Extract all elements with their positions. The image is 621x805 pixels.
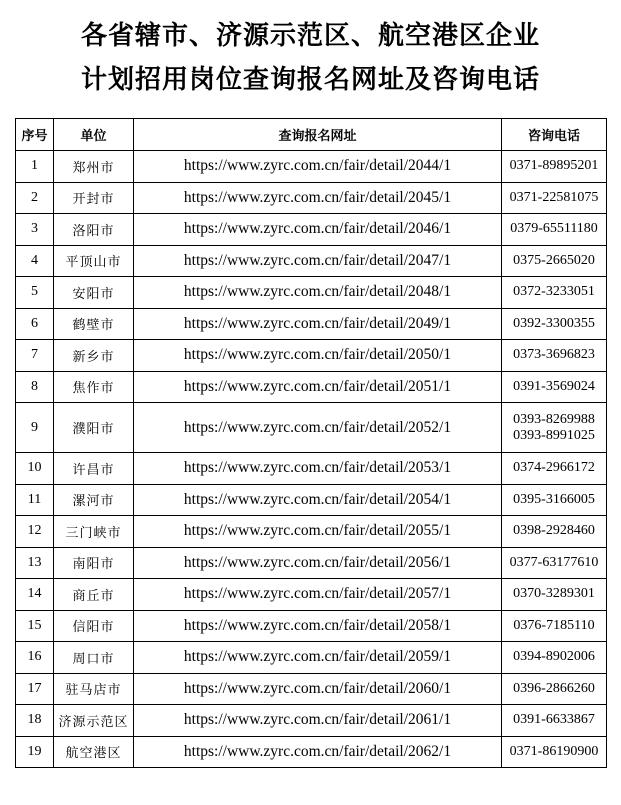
row-unit: 许昌市 <box>54 453 134 485</box>
row-index: 1 <box>16 151 54 183</box>
phone-number: 0377-63177610 <box>509 554 599 570</box>
row-index: 4 <box>16 245 54 277</box>
row-phone <box>502 610 607 642</box>
row-url-link[interactable]: https://www.zyrc.com.cn/fair/detail/2049/1 <box>134 308 502 340</box>
row-phone <box>502 151 607 183</box>
phone-number: 0396-2866260 <box>513 680 595 696</box>
row-unit: 信阳市 <box>54 610 134 642</box>
phone-number: 0371-22581075 <box>509 189 599 205</box>
table-row <box>16 371 607 403</box>
phone-number: 0371-89895201 <box>509 158 599 174</box>
row-phone <box>502 308 607 340</box>
row-index: 6 <box>16 308 54 340</box>
phone-number: 0394-8902006 <box>513 649 595 665</box>
phone-number: 0391-3569024 <box>513 378 595 394</box>
row-phone <box>502 579 607 611</box>
row-unit: 南阳市 <box>54 547 134 579</box>
row-unit: 漯河市 <box>54 484 134 516</box>
row-index: 3 <box>16 214 54 246</box>
row-url-link[interactable]: https://www.zyrc.com.cn/fair/detail/2054/1 <box>134 484 502 516</box>
row-unit: 郑州市 <box>54 151 134 183</box>
table-row <box>16 214 607 246</box>
table-row <box>16 610 607 642</box>
row-unit: 洛阳市 <box>54 214 134 246</box>
header-index: 序号 <box>16 119 54 151</box>
row-url-link[interactable]: https://www.zyrc.com.cn/fair/detail/2057/1 <box>134 579 502 611</box>
row-unit: 焦作市 <box>54 371 134 403</box>
row-url-link[interactable]: https://www.zyrc.com.cn/fair/detail/2046/1 <box>134 214 502 246</box>
table-row <box>16 245 607 277</box>
row-phone <box>502 182 607 214</box>
header-phone: 咨询电话 <box>502 119 607 151</box>
row-url-link[interactable]: https://www.zyrc.com.cn/fair/detail/2048/1 <box>134 277 502 309</box>
header-url: 查询报名网址 <box>134 119 502 151</box>
phone-number: 0370-3289301 <box>513 586 595 602</box>
row-url-link[interactable]: https://www.zyrc.com.cn/fair/detail/2059/1 <box>134 642 502 674</box>
row-unit: 安阳市 <box>54 277 134 309</box>
phone-number: 0373-3696823 <box>513 347 595 363</box>
row-unit: 济源示范区 <box>54 705 134 737</box>
phone-number: 0376-7185110 <box>513 617 595 633</box>
row-unit: 周口市 <box>54 642 134 674</box>
phone-number: 0379-65511180 <box>510 221 598 237</box>
row-url-link[interactable]: https://www.zyrc.com.cn/fair/detail/2060/1 <box>134 673 502 705</box>
row-phone <box>502 403 607 453</box>
row-phone <box>502 371 607 403</box>
row-index: 9 <box>16 403 54 453</box>
table-row <box>16 673 607 705</box>
table-row <box>16 277 607 309</box>
phone-number: 0392-3300355 <box>513 315 595 331</box>
row-phone <box>502 453 607 485</box>
table-body <box>16 151 607 768</box>
document-title-line-2: 计划招用岗位查询报名网址及咨询电话 <box>80 65 540 95</box>
row-phone <box>502 245 607 277</box>
table-row <box>16 547 607 579</box>
table-row <box>16 579 607 611</box>
row-url-link[interactable]: https://www.zyrc.com.cn/fair/detail/2058/1 <box>134 610 502 642</box>
row-unit: 商丘市 <box>54 579 134 611</box>
row-phone <box>502 642 607 674</box>
row-index: 11 <box>16 484 54 516</box>
row-index: 15 <box>16 610 54 642</box>
row-phone <box>502 673 607 705</box>
row-index: 10 <box>16 453 54 485</box>
row-unit: 开封市 <box>54 182 134 214</box>
row-index: 7 <box>16 340 54 372</box>
phone-number: 0391-6633867 <box>513 712 595 728</box>
row-url-link[interactable]: https://www.zyrc.com.cn/fair/detail/2050/1 <box>134 340 502 372</box>
row-phone <box>502 736 607 768</box>
row-url-link[interactable]: https://www.zyrc.com.cn/fair/detail/2055/1 <box>134 516 502 548</box>
row-unit: 新乡市 <box>54 340 134 372</box>
phone-number: 0371-86190900 <box>509 743 599 759</box>
table-row <box>16 182 607 214</box>
table-row <box>16 453 607 485</box>
header-unit: 单位 <box>54 119 134 151</box>
row-url-link[interactable]: https://www.zyrc.com.cn/fair/detail/2051/1 <box>134 371 502 403</box>
row-url-link[interactable]: https://www.zyrc.com.cn/fair/detail/2044/1 <box>134 151 502 183</box>
row-unit: 鹤壁市 <box>54 308 134 340</box>
row-index: 8 <box>16 371 54 403</box>
row-index: 18 <box>16 705 54 737</box>
row-unit: 三门峡市 <box>54 516 134 548</box>
document-title-line-1: 各省辖市、济源示范区、航空港区企业 <box>80 21 540 51</box>
row-phone <box>502 214 607 246</box>
row-url-link[interactable]: https://www.zyrc.com.cn/fair/detail/2045/1 <box>134 182 502 214</box>
row-index: 17 <box>16 673 54 705</box>
row-url-link[interactable]: https://www.zyrc.com.cn/fair/detail/2061/1 <box>134 705 502 737</box>
row-phone <box>502 516 607 548</box>
phone-number: 0395-3166005 <box>513 491 595 507</box>
phone-number: 0374-2966172 <box>513 460 595 476</box>
row-index: 12 <box>16 516 54 548</box>
phone-number: 0393-8269988 <box>513 411 595 427</box>
phone-number: 0393-8991025 <box>513 427 595 443</box>
row-url-link[interactable]: https://www.zyrc.com.cn/fair/detail/2047/1 <box>134 245 502 277</box>
table-row <box>16 736 607 768</box>
table-header-row <box>16 119 607 151</box>
table-row <box>16 403 607 453</box>
row-phone <box>502 484 607 516</box>
row-phone <box>502 340 607 372</box>
row-url-link[interactable]: https://www.zyrc.com.cn/fair/detail/2053/1 <box>134 453 502 485</box>
row-unit: 平顶山市 <box>54 245 134 277</box>
document-title <box>0 14 621 102</box>
contact-table <box>15 118 607 768</box>
row-unit: 航空港区 <box>54 736 134 768</box>
row-index: 13 <box>16 547 54 579</box>
table-row <box>16 705 607 737</box>
phone-number: 0375-2665020 <box>513 252 595 268</box>
table-row <box>16 642 607 674</box>
row-url-link[interactable]: https://www.zyrc.com.cn/fair/detail/2052/1 <box>134 403 502 453</box>
table-row <box>16 516 607 548</box>
row-index: 16 <box>16 642 54 674</box>
row-index: 2 <box>16 182 54 214</box>
row-url-link[interactable]: https://www.zyrc.com.cn/fair/detail/2062/1 <box>134 736 502 768</box>
row-index: 19 <box>16 736 54 768</box>
table-row <box>16 484 607 516</box>
row-index: 14 <box>16 579 54 611</box>
row-phone <box>502 705 607 737</box>
table-row <box>16 151 607 183</box>
phone-number: 0398-2928460 <box>513 523 595 539</box>
row-url-link[interactable]: https://www.zyrc.com.cn/fair/detail/2056/1 <box>134 547 502 579</box>
phone-number: 0372-3233051 <box>513 284 595 300</box>
row-unit: 濮阳市 <box>54 403 134 453</box>
table-row <box>16 308 607 340</box>
row-index: 5 <box>16 277 54 309</box>
row-phone <box>502 547 607 579</box>
row-unit: 驻马店市 <box>54 673 134 705</box>
table-row <box>16 340 607 372</box>
row-phone <box>502 277 607 309</box>
